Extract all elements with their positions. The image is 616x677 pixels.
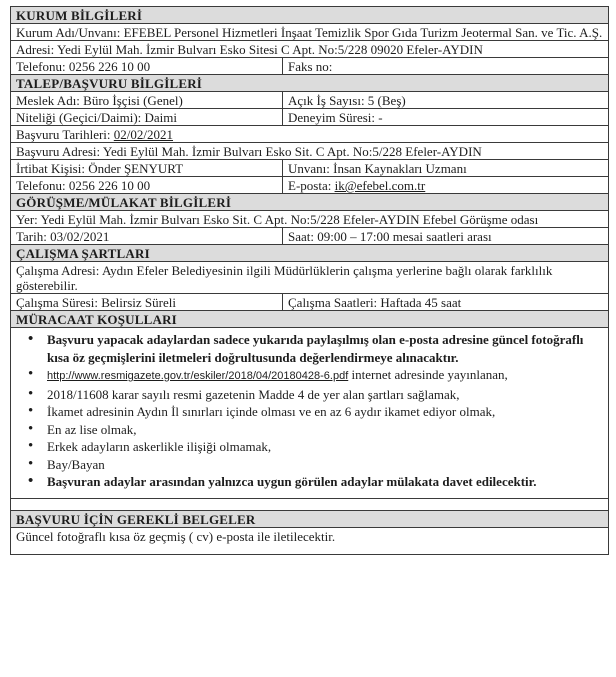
condition-item: • Erkek adayların askerlikle ilişiği olmamak, xyxy=(47,438,604,456)
condition-item: • En az lise olmak, xyxy=(47,421,604,439)
application-dates xyxy=(11,126,609,143)
contact-title: Unvanı: İnsan Kaynakları Uzmanı xyxy=(283,160,609,177)
section-title-muracaat-text: MÜRACAAT KOŞULLARI xyxy=(16,312,177,327)
section-title-gorusme: GÖRÜŞME/MÜLAKAT BİLGİLERİ xyxy=(11,194,609,211)
company-name: Kurum Adı/Unvanı: EFEBEL Personel Hizmetleri İnşaat Temizlik Spor Gıda Turizm Jeotermal San. ve Tic. A.Ş. xyxy=(11,24,609,41)
section-title-kurum: KURUM BİLGİLERİ xyxy=(11,7,609,24)
contact-person: İrtibat Kişisi: Önder ŞENYURT xyxy=(11,160,283,177)
application-dates-label: Başvuru Tarihleri: xyxy=(16,127,114,142)
work-hours: Çalışma Saatleri: Haftada 45 saat xyxy=(283,294,609,311)
open-positions: Açık İş Sayısı: 5 (Beş) xyxy=(283,92,609,109)
application-conditions xyxy=(11,328,609,499)
email-link[interactable]: ik@efebel.com.tr xyxy=(334,178,426,193)
interview-time: Saat: 09:00 – 17:00 mesai saatleri arası xyxy=(283,228,609,245)
company-phone: Telefonu: 0256 226 10 00 xyxy=(11,58,283,75)
condition-item: • 2018/11608 karar sayılı resmi gazetenin Madde 4 de yer alan şartları sağlamak, xyxy=(47,386,604,404)
section-title-belgeler xyxy=(11,510,609,527)
company-fax: Faks no: xyxy=(283,58,609,75)
section-title-talep: TALEP/BAŞVURU BİLGİLERİ xyxy=(11,75,609,92)
work-duration: Çalışma Süresi: Belirsiz Süreli xyxy=(11,294,283,311)
experience-duration: Deneyim Süresi: - xyxy=(283,109,609,126)
job-posting-form xyxy=(10,6,609,555)
condition-item xyxy=(47,366,604,386)
contact-email xyxy=(283,177,609,194)
email-label: E-posta: xyxy=(288,178,335,193)
interview-date: Tarih: 03/02/2021 xyxy=(11,228,283,245)
condition-item: • İkamet adresinin Aydın İl sınırları içinde olması ve en az 6 aydır ikamet ediyor olmak, xyxy=(47,403,604,421)
document-page xyxy=(10,6,608,555)
company-address: Adresi: Yedi Eylül Mah. İzmir Bulvarı Esko Sitesi C Apt. No:5/228 09020 Efeler-AYDIN xyxy=(11,41,609,58)
contact-phone: Telefonu: 0256 226 10 00 xyxy=(11,177,283,194)
condition-item: • Başvuru yapacak adaylardan sadece yukarıda paylaşılmış olan e-posta adresine güncel fotoğraflı kısa öz geçmişlerini iletmeleri doğrultusunda değerlendirmeye alınacaktır. xyxy=(47,331,604,366)
job-name: Meslek Adı: Büro İşçisi (Genel) xyxy=(11,92,283,109)
job-nature: Niteliği (Geçici/Daimi): Daimi xyxy=(11,109,283,126)
section-title-belgeler-text: BAŞVURU İÇİN GEREKLİ BELGELER xyxy=(16,511,256,527)
condition-item: • Bay/Bayan xyxy=(47,456,604,474)
section-title-calisma: ÇALIŞMA ŞARTLARI xyxy=(11,245,609,262)
application-dates-value: 02/02/2021 xyxy=(113,127,174,142)
section-title-muracaat xyxy=(11,311,609,328)
gazette-link[interactable]: http://www.resmigazete.gov.tr/eskiler/2018/04/20180428-6.pdf xyxy=(47,370,349,382)
section-spacer xyxy=(11,498,609,510)
work-address: Çalışma Adresi: Aydın Efeler Belediyesinin ilgili Müdürlüklerin çalışma yerlerine bağlı olarak farklılık gösterebilir. xyxy=(11,262,609,294)
application-address: Başvuru Adresi: Yedi Eylül Mah. İzmir Bulvarı Esko Sit. C Apt. No:5/228 Efeler-AYDIN xyxy=(11,143,609,160)
interview-place: Yer: Yedi Eylül Mah. İzmir Bulvarı Esko Sit. C Apt. No:5/228 Efeler-AYDIN Efebel Görüşme odası xyxy=(11,211,609,228)
required-documents: Güncel fotoğraflı kısa öz geçmiş ( cv) e-posta ile iletilecektir. xyxy=(11,527,609,554)
condition-item: • Başvuran adaylar arasından yalnızca uygun görülen adaylar mülakata davet edilecektir. xyxy=(47,473,604,491)
conditions-list xyxy=(16,331,604,491)
condition-item-text: internet adresinde yayınlanan, xyxy=(351,367,508,382)
